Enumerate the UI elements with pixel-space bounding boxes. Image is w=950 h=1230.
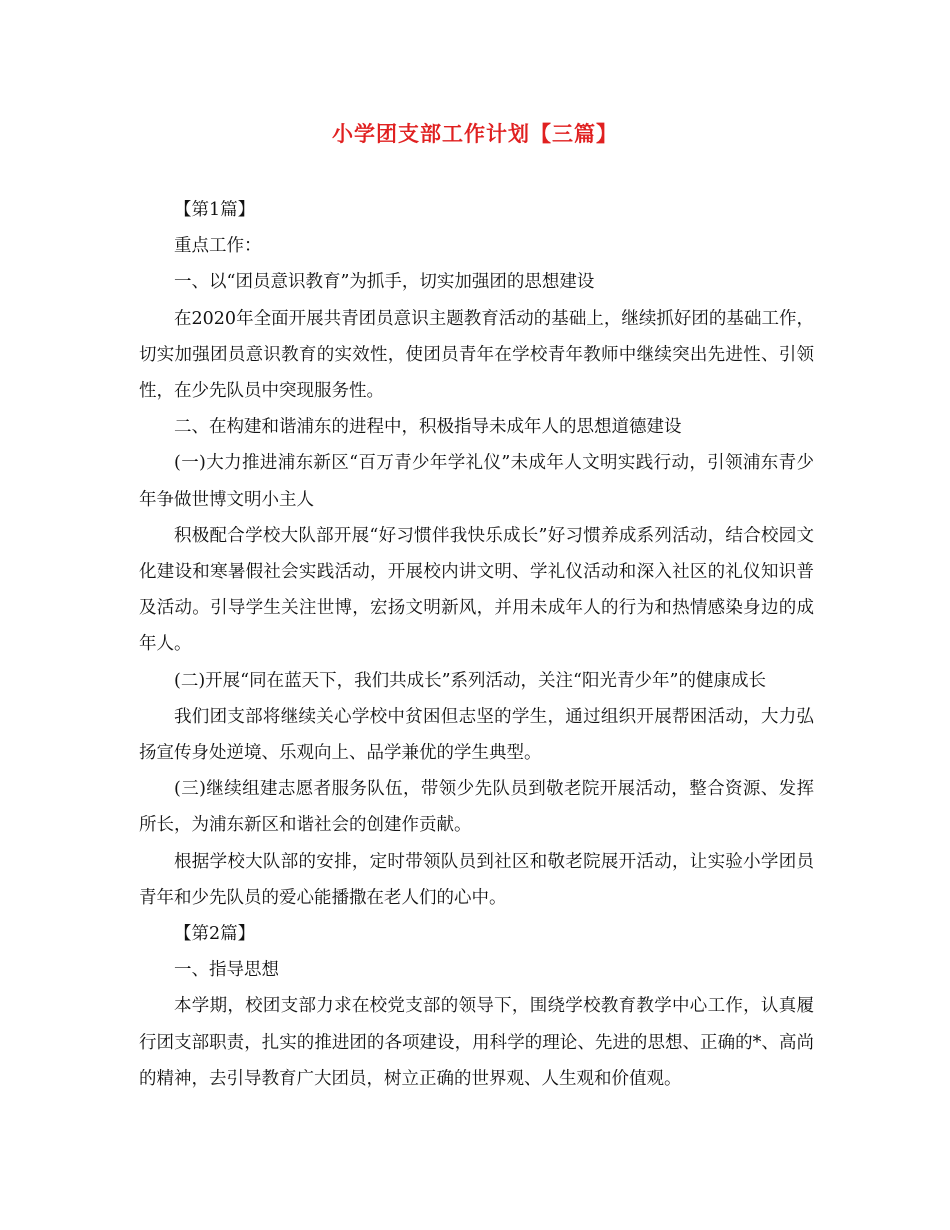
paragraph: 本学期，校团支部力求在校党支部的领导下，围绕学校教育教学中心工作，认真履行团支部职责，扎实的推进团的各项建设，用科学的理论、先进的思想、正确的*、高尚的精神，去引导教育广大团员，树立正确的世界观、人生观和价值观。 [139,996,814,1089]
paragraph: 重点工作： [174,236,262,257]
paragraph: 一、以“团员意识教育”为抓手，切实加强团的思想建设 [174,272,595,293]
paragraph: 一、指导思想 [174,960,279,981]
paragraph: (一)大力推进浦东新区“百万青少年学礼仪”未成年人文明实践行动，引领浦东青少年争做世博文明小主人 [139,453,814,510]
paragraph: 我们团支部将继续关心学校中贫困但志坚的学生，通过组织开展帮困活动，大力弘扬宣传身处逆境、乐观向上、品学兼优的学生典型。 [139,706,814,764]
paragraph: 积极配合学校大队部开展“好习惯伴我快乐成长”好习惯养成系列活动，结合校园文化建设和寒暑假社会实践活动，开展校内讲文明、学礼仪活动和深入社区的礼仪知识普及活动。引导学生关注世博，宏扬文明新风，并用未成年人的行为和热情感染身边的成年人。 [139,525,814,655]
document-title: 小学团支部工作计划【三篇】 [332,121,618,146]
paragraph: 根据学校大队部的安排，定时带领队员到社区和敬老院展开活动，让实验小学团员青年和少先队员的爱心能播撒在老人们的心中。 [139,851,814,908]
paragraph: 二、在构建和谐浦东的进程中，积极指导未成年人的思想道德建设 [174,417,682,438]
paragraph: (二)开展“同在蓝天下，我们共成长”系列活动，关注“阳光青少年”的健康成长 [174,670,766,691]
paragraph: (三)继续组建志愿者服务队伍，带领少先队员到敬老院开展活动，整合资源、发挥所长，为浦东新区和谐社会的创建作贡献。 [139,779,814,836]
paragraph: 在2020年全面开展共青团员意识主题教育活动的基础上，继续抓好团的基础工作，切实加强团员意识教育的实效性，使团员青年在学校青年教师中继续突出先进性、引领性，在少先队员中突现服务性。 [139,308,814,402]
section-heading-1: 【第1篇】 [174,200,256,220]
document-body [139,192,814,1097]
section-heading-2: 【第2篇】 [174,924,256,945]
